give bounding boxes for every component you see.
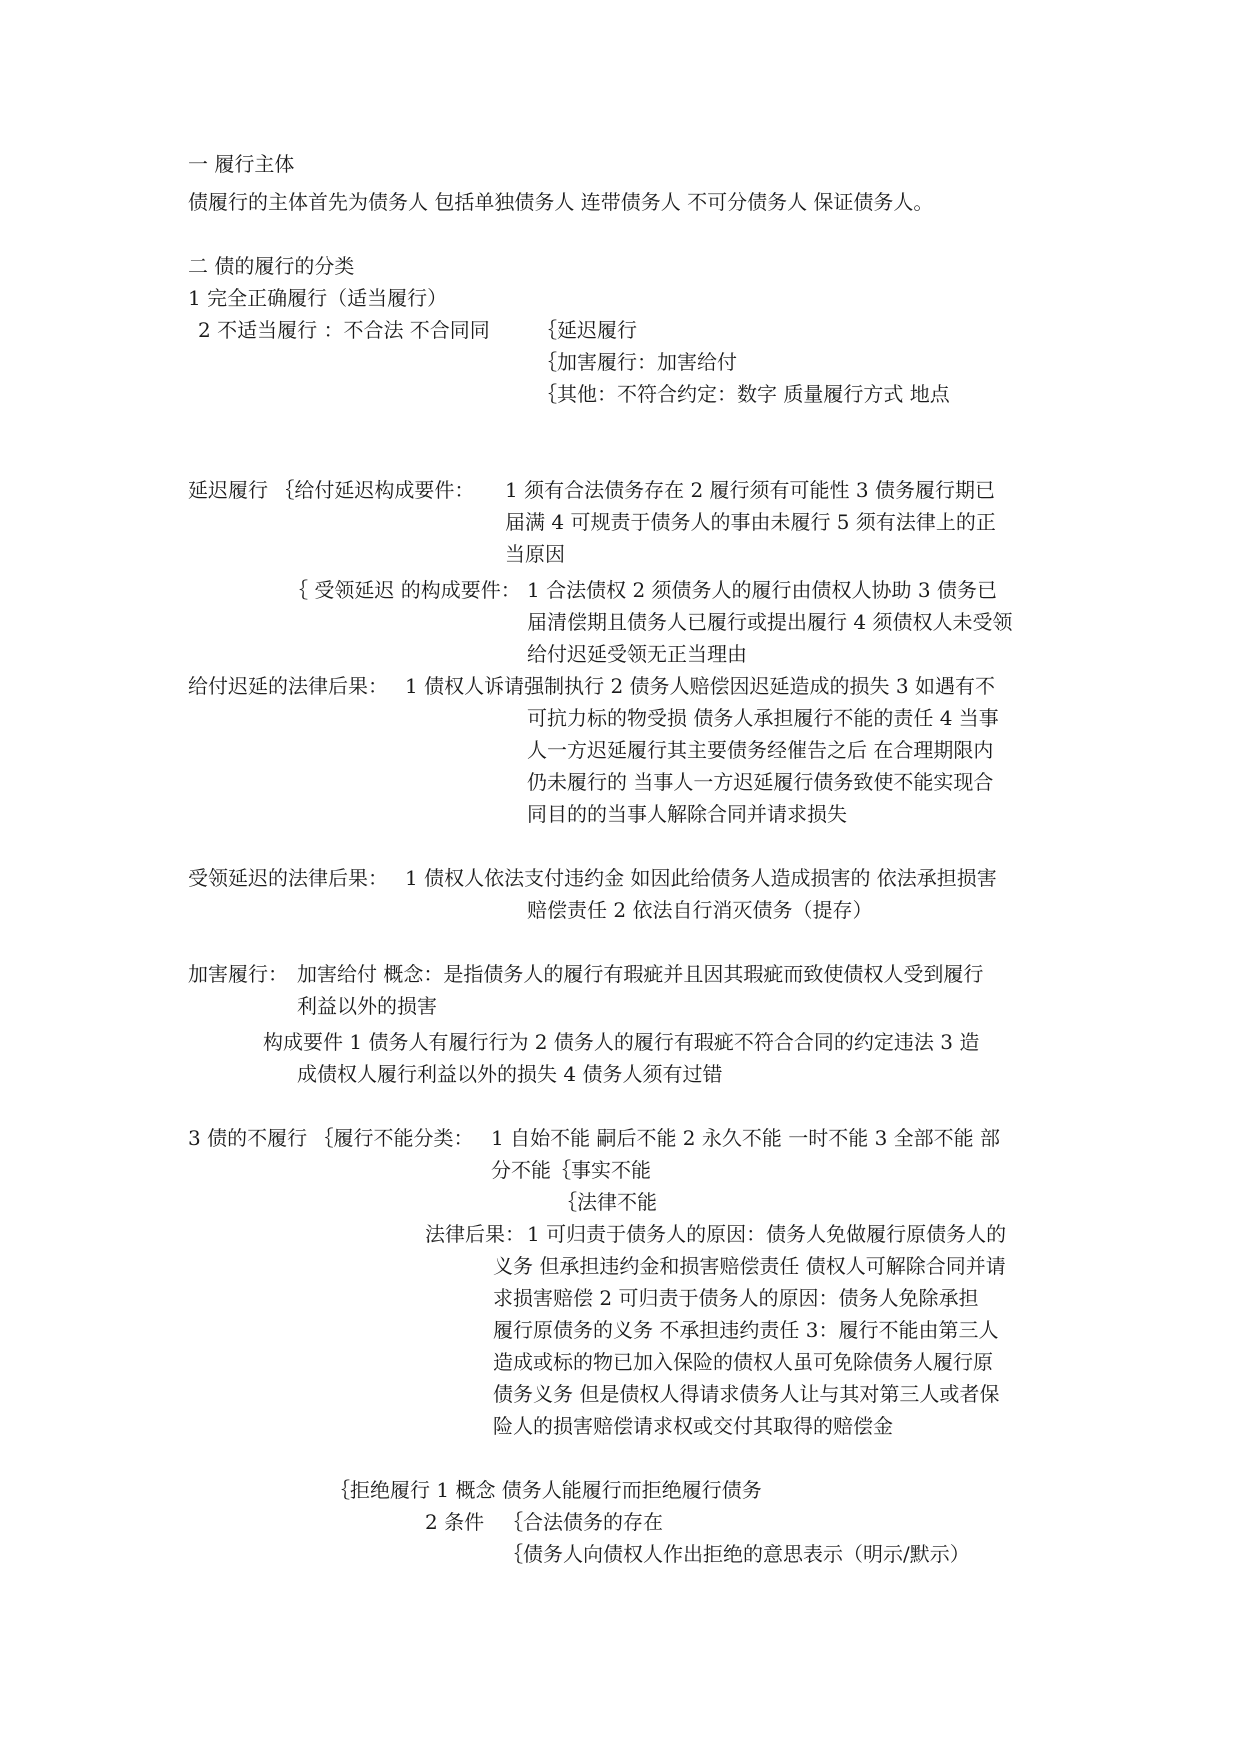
payment-delay-consequences-lead: 给付迟延的法律后果： — [188, 674, 388, 698]
payment-delay-consequences-line-5: 同目的的当事人解除合同并请求损失 — [527, 802, 847, 826]
delay-receipt-line-1: 1 合法债权 2 须债务人的履行由债权人协助 3 债务已 — [527, 578, 997, 602]
section1-heading: 一 履行主体 — [188, 152, 295, 176]
nonperformance-consequence-line-5: 造成或标的物已加入保险的债权人虽可免除债务人履行原 — [493, 1350, 993, 1374]
delay-receipt-line-3: 给付迟延受领无正当理由 — [527, 642, 747, 666]
section2-item1: 1 完全正确履行（适当履行） — [188, 286, 448, 310]
section2-item2-lead: 2 不适当履行 ：不合法 不合同同 — [198, 318, 490, 342]
harmful-performance-elements-line-1: 构成要件 1 债务人有履行行为 2 债务人的履行有瑕疵不符合合同的约定违法 3 造 — [263, 1030, 980, 1054]
harmful-performance-concept-line-2: 利益以外的损害 — [297, 994, 437, 1018]
nonperformance-class-line-2: 分不能｛事实不能 — [491, 1158, 651, 1182]
section2-item2-branch3: ｛其他：不符合约定：数字 质量履行方式 地点 — [537, 382, 950, 406]
payment-delay-consequences-line-3: 人一方迟延履行其主要债务经催告之后 在合理期限内 — [527, 738, 994, 762]
receipt-delay-consequences-line-1: 1 债权人依法支付违约金 如因此给债务人造成损害的 依法承担损害 — [405, 866, 997, 890]
nonperformance-consequence-line-4: 履行原债务的义务 不承担违约责任 3：履行不能由第三人 — [493, 1318, 999, 1342]
payment-delay-consequences-line-1: 1 债权人诉请强制执行 2 债务人赔偿因迟延造成的损失 3 如遇有不 — [405, 674, 995, 698]
payment-delay-consequences-line-2: 可抗力标的物受损 债务人承担履行不能的责任 4 当事 — [527, 706, 999, 730]
section1-text: 债履行的主体首先为债务人 包括单独债务人 连带债务人 不可分债务人 保证债务人。 — [188, 190, 934, 214]
delay-payment-line-2: 届满 4 可规责于债务人的事由未履行 5 须有法律上的正 — [505, 510, 996, 534]
delay-payment-line-3: 当原因 — [505, 542, 565, 566]
nonperformance-legal-impossibility: ｛法律不能 — [557, 1190, 657, 1214]
delay-lead: 延迟履行 ｛给付延迟构成要件： — [188, 478, 475, 502]
delay-receipt-line-2: 届清偿期且债务人已履行或提出履行 4 须债权人未受领 — [527, 610, 1013, 634]
harmful-performance-lead: 加害履行： — [188, 962, 288, 986]
nonperformance-consequence-lead: 法律后果： — [425, 1222, 525, 1246]
nonperformance-class-line-1: 1 自始不能 嗣后不能 2 永久不能 一时不能 3 全部不能 部 — [491, 1126, 1001, 1150]
refusal-condition-1: ｛合法债务的存在 — [503, 1510, 663, 1534]
harmful-performance-concept-line-1: 加害给付 概念：是指债务人的履行有瑕疵并且因其瑕疵而致使债权人受到履行 — [297, 962, 984, 986]
harmful-performance-elements-line-2: 成债权人履行利益以外的损失 4 债务人须有过错 — [297, 1062, 723, 1086]
delay-receipt-lead: ｛ 受领延迟 的构成要件： — [288, 578, 521, 602]
refusal-condition-2: ｛债务人向债权人作出拒绝的意思表示（明示/默示） — [503, 1542, 970, 1566]
payment-delay-consequences-line-4: 仍未履行的 当事人一方迟延履行债务致使不能实现合 — [527, 770, 994, 794]
refusal-conditions-lead: 2 条件 — [425, 1510, 485, 1534]
nonperformance-consequence-line-7: 险人的损害赔偿请求权或交付其取得的赔偿金 — [493, 1414, 893, 1438]
nonperformance-consequence-line-1: 1 可归责于债务人的原因：债务人免做履行原债务人的 — [527, 1222, 1007, 1246]
section2-heading: 二 债的履行的分类 — [188, 254, 355, 278]
nonperformance-consequence-line-6: 债务义务 但是债权人得请求债务人让与其对第三人或者保 — [493, 1382, 1000, 1406]
nonperformance-lead: 3 债的不履行 ｛履行不能分类： — [188, 1126, 474, 1150]
receipt-delay-consequences-line-2: 赔偿责任 2 依法自行消灭债务（提存） — [527, 898, 873, 922]
nonperformance-consequence-line-3: 求损害赔偿 2 可归责于债务人的原因：债务人免除承担 — [493, 1286, 979, 1310]
section2-item2-branch1: ｛延迟履行 — [537, 318, 637, 342]
section2-item2-branch2: ｛加害履行：加害给付 — [537, 350, 737, 374]
receipt-delay-consequences-lead: 受领延迟的法律后果： — [188, 866, 388, 890]
refusal-line-1: ｛拒绝履行 1 概念 债务人能履行而拒绝履行债务 — [330, 1478, 762, 1502]
nonperformance-consequence-line-2: 义务 但承担违约金和损害赔偿责任 债权人可解除合同并请 — [493, 1254, 1006, 1278]
delay-payment-line-1: 1 须有合法债务存在 2 履行须有可能性 3 债务履行期已 — [505, 478, 995, 502]
